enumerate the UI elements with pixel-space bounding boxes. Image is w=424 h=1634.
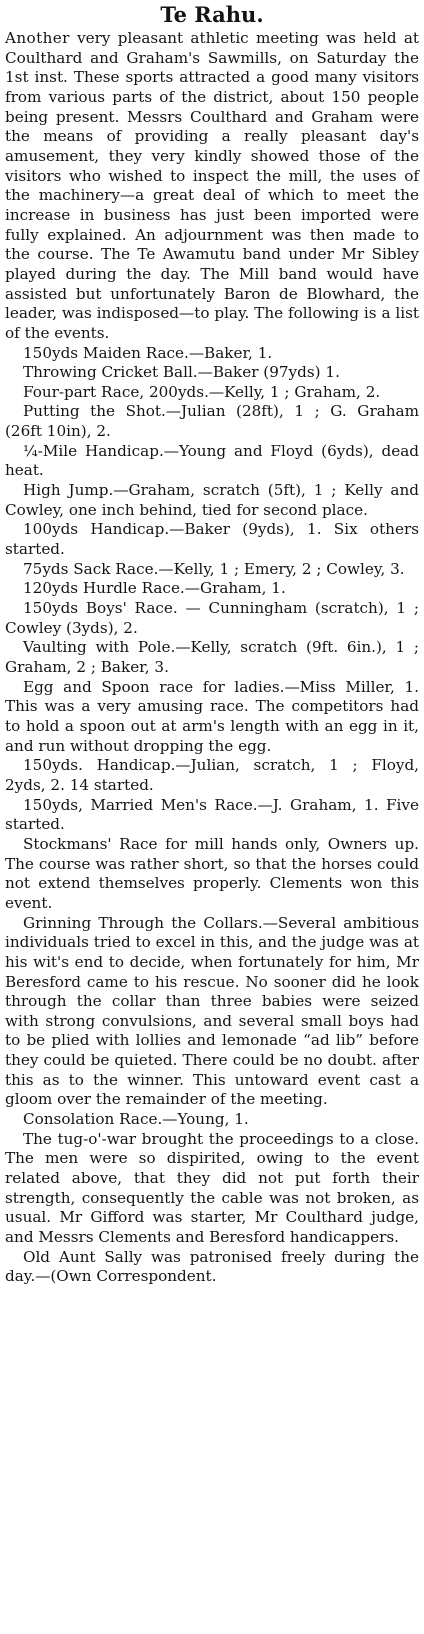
event-paragraph: Grinning Through the Collars.—Several ambitious individuals tried to excel in this, and the judge was at his wit's end to decide, when fortunately for him, Mr Beresford came to his rescue. No sooner did he look through the collar than three babies were seized with strong convulsions, and several small boys had to be plied with lollies and lemonade “ad lib” before they could be quieted. There could be no doubt. after this as to the winner. This untoward event cast a gloom over the remainder of the meeting.: [5, 913, 419, 1109]
event-paragraph: The tug-o'-war brought the proceedings to a close. The men were so dispirited, owing to the event related above, that they did not put forth their strength, consequently the cable was not broken, as usual. Mr Gifford was starter, Mr Coulthard judge, and Messrs Clements and Beresford handicappers.: [5, 1129, 419, 1247]
event-paragraph: Consolation Race.—Young, 1.: [23, 1110, 249, 1129]
event-paragraph: 150yds. Handicap.—Julian, scratch, 1 ; Floyd, 2yds, 2. 14 started.: [5, 756, 419, 794]
event-paragraph: Vaulting with Pole.—Kelly, scratch (9ft. 6in.), 1 ; Graham, 2 ; Baker, 3.: [5, 638, 419, 676]
event-paragraph: High Jump.—Graham, scratch (5ft), 1 ; Kelly and Cowley, one inch behind, tied for second place.: [5, 481, 419, 519]
lead-first-word: Another: [5, 29, 70, 47]
event-paragraph: ¼-Mile Handicap.—Young and Floyd (6yds), dead heat.: [5, 441, 419, 480]
lead-paragraph: [5, 29, 419, 344]
event-paragraph: 150yds Maiden Race.—Baker, 1.: [23, 343, 273, 362]
article-body: [5, 29, 419, 1287]
event-paragraph: 120yds Hurdle Race.—Graham, 1.: [23, 579, 286, 598]
event-paragraph: 150yds, Married Men's Race.—J. Graham, 1. Five started.: [5, 795, 419, 834]
event-paragraph: Old Aunt Sally was patronised freely during the day.—(Own Correspondent.: [5, 1247, 419, 1286]
event-paragraph: 150yds Boys' Race. — Cunningham (scratch), 1 ; Cowley (3yds), 2.: [5, 599, 419, 637]
event-paragraph: Throwing Cricket Ball.—Baker (97yds) 1.: [23, 363, 340, 382]
event-paragraph: Stockmans' Race for mill hands only, Owners up. The course was rather short, so that the horses could not extend themselves properly. Clements won this event.: [5, 834, 419, 912]
event-paragraph: 100yds Handicap.—Baker (9yds), 1. Six others started.: [5, 520, 419, 559]
event-paragraph: Four-part Race, 200yds.—Kelly, 1 ; Graham, 2.: [23, 382, 381, 401]
event-paragraph: Egg and Spoon race for ladies.—Miss Miller, 1. This was a very amusing race. The competitors had to hold a spoon out at arm's length with an egg in it, and run without dropping the egg.: [5, 677, 419, 755]
event-paragraph: 75yds Sack Race.—Kelly, 1 ; Emery, 2 ; Cowley, 3.: [23, 559, 405, 578]
lead-text: very pleasant athletic meeting was held at Coulthard and Graham's Sawmills, on Saturday the 1st inst. These sports attracted a good many visitors from various parts of the district, about 150 people being present. Messrs Coulthard and Graham were the means of providing a really pleasant day's amusement, they very kindly showed those of the visitors who wished to inspect the mill, the uses of the machinery—a great deal of which to meet the increase in business has just been imported were fully explained. An adjournment was then made to the course. The Te Awamutu band under Mr Sibley played during the day. The Mill band would have assisted but unfortunately Baron de Blowhard, the leader, was indisposed—to play. The following is a list of the events.: [5, 29, 419, 342]
article-headline: Te Rahu.: [160, 2, 264, 27]
event-paragraph: Putting the Shot.—Julian (28ft), 1 ; G. Graham (26ft 10in), 2.: [5, 402, 419, 441]
